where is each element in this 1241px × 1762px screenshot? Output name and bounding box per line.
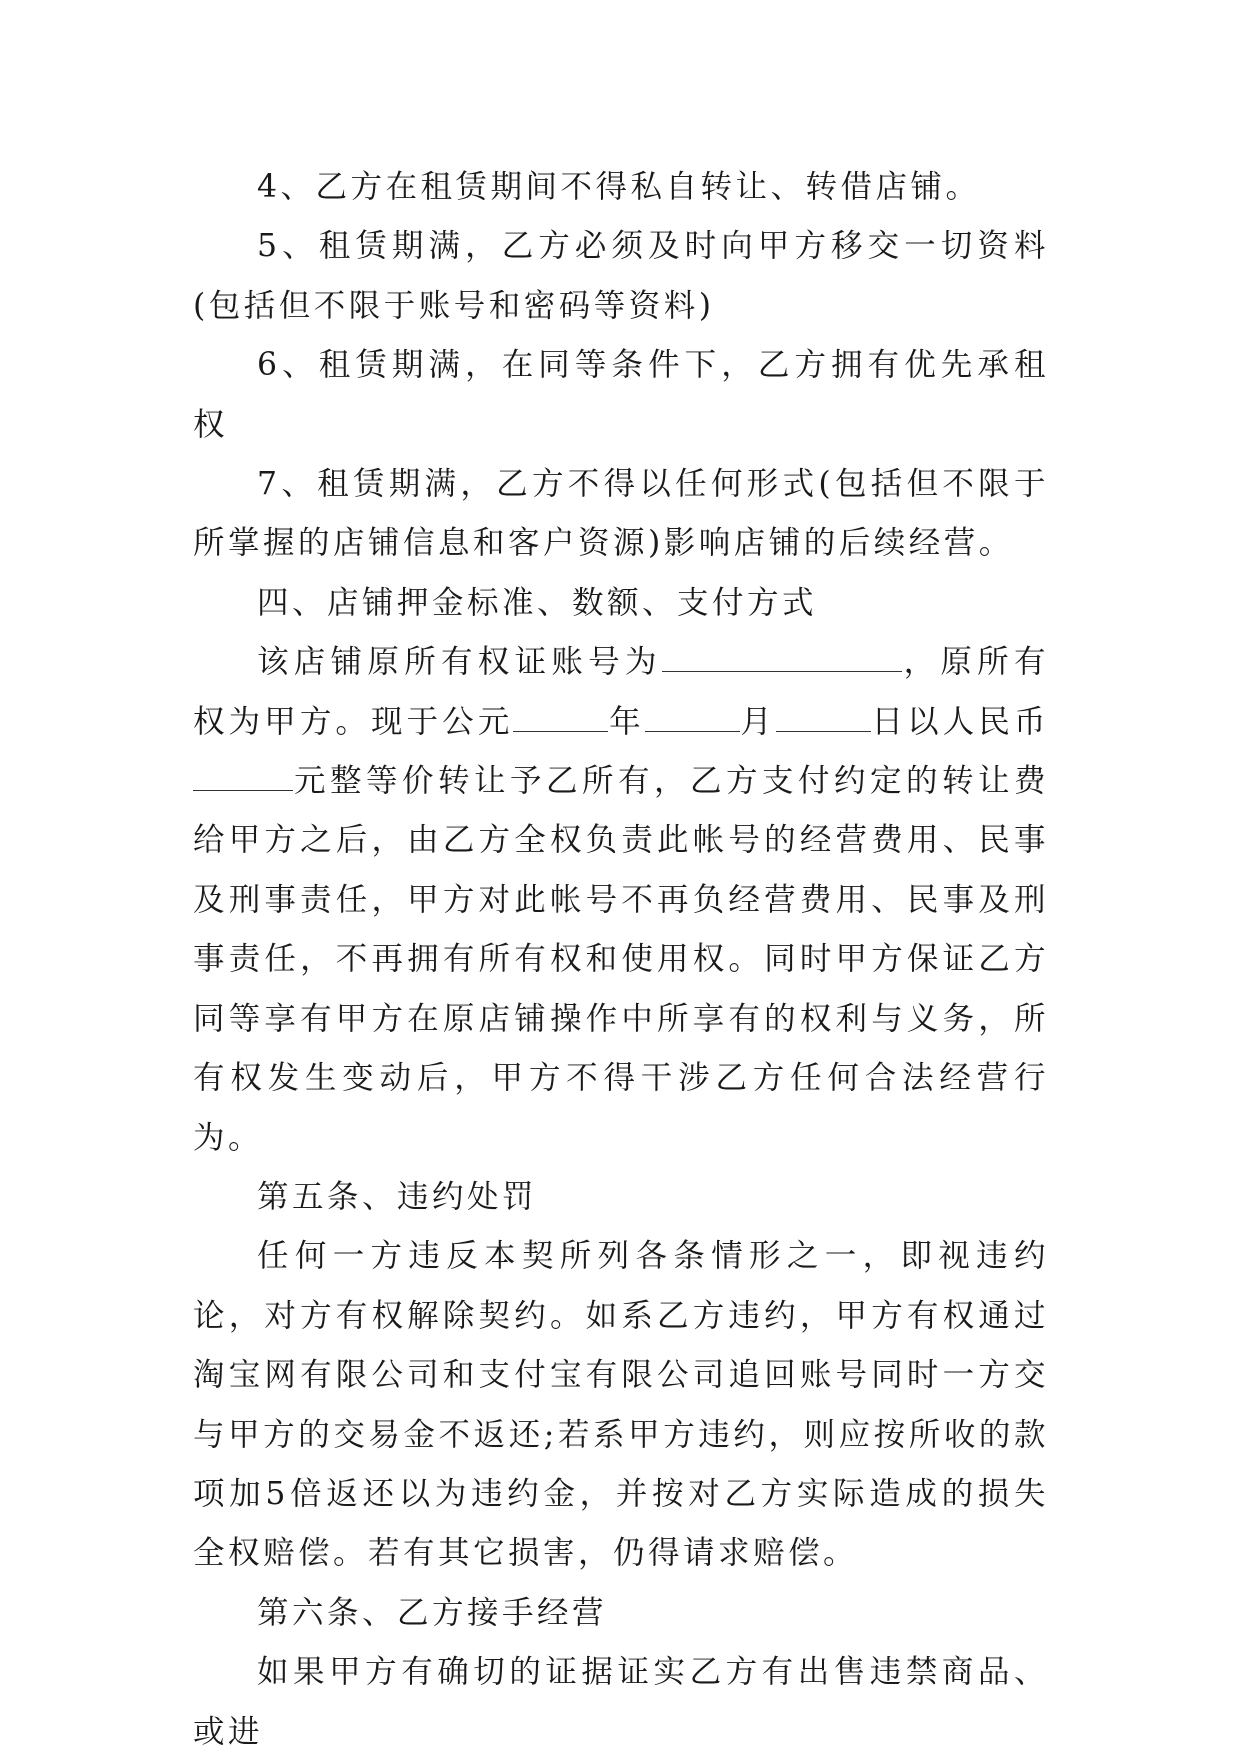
clause-7: 7、租赁期满，乙方不得以任何形式(包括但不限于所掌握的店铺信息和客户资源)影响店铺的后续经营。 [193, 466, 1049, 562]
month-blank [645, 701, 740, 732]
penalty-paragraph: 任何一方违反本契所列各条情形之一，即视违约论，对方有权解除契约。如系乙方违约，甲方有权通过淘宝网有限公司和支付宝有限公司追回账号同时一方交与甲方的交易金不返还;若系甲方违约，则应按所收的款项加5倍返还以为违约金，并按对乙方实际造成的损失全权赔偿。若有其它损害，仍得请求赔偿。 [193, 1238, 1049, 1572]
year-blank [513, 701, 608, 732]
section-heading-article-5: 第五条、违约处罚 [257, 1178, 538, 1215]
transfer-text-3: 年 [608, 703, 645, 740]
document-body [193, 158, 1049, 1762]
amount-blank [193, 760, 293, 791]
transfer-paragraph [193, 633, 1049, 1168]
clause-5: 5、租赁期满，乙方必须及时向甲方移交一切资料(包括但不限于账号和密码等资料) [193, 228, 1049, 324]
transfer-text-1: 该店铺原所有权证账号为 [257, 644, 662, 681]
takeover-paragraph: 如果甲方有确切的证据证实乙方有出售违禁商品、或进 [193, 1654, 1049, 1750]
transfer-text-2: ，原所有权为甲方。现于公元 [193, 644, 1049, 740]
section-heading-deposit: 四、店铺押金标准、数额、支付方式 [257, 584, 818, 621]
transfer-text-5: 日以人民币 [870, 703, 1049, 740]
section-heading-article-6: 第六条、乙方接手经营 [257, 1594, 608, 1631]
account-number-blank [662, 641, 902, 672]
transfer-text-4: 月 [739, 703, 776, 740]
day-blank [776, 701, 871, 732]
transfer-text-6: 元整等价转让予乙所有，乙方支付约定的转让费给甲方之后，由乙方全权负责此帐号的经营费用、民事及刑事责任，甲方对此帐号不再负经营费用、民事及刑事责任，不再拥有所有权和使用权。同时甲方保证乙方同等享有甲方在原店铺操作中所享有的权利与义务，所有权发生变动后，甲方不得干涉乙方任何合法经营行为。 [193, 763, 1049, 1156]
clause-4: 4、乙方在租赁期间不得私自转让、转借店铺。 [257, 169, 981, 205]
clause-6: 6、租赁期满，在同等条件下，乙方拥有优先承租权 [193, 347, 1049, 443]
